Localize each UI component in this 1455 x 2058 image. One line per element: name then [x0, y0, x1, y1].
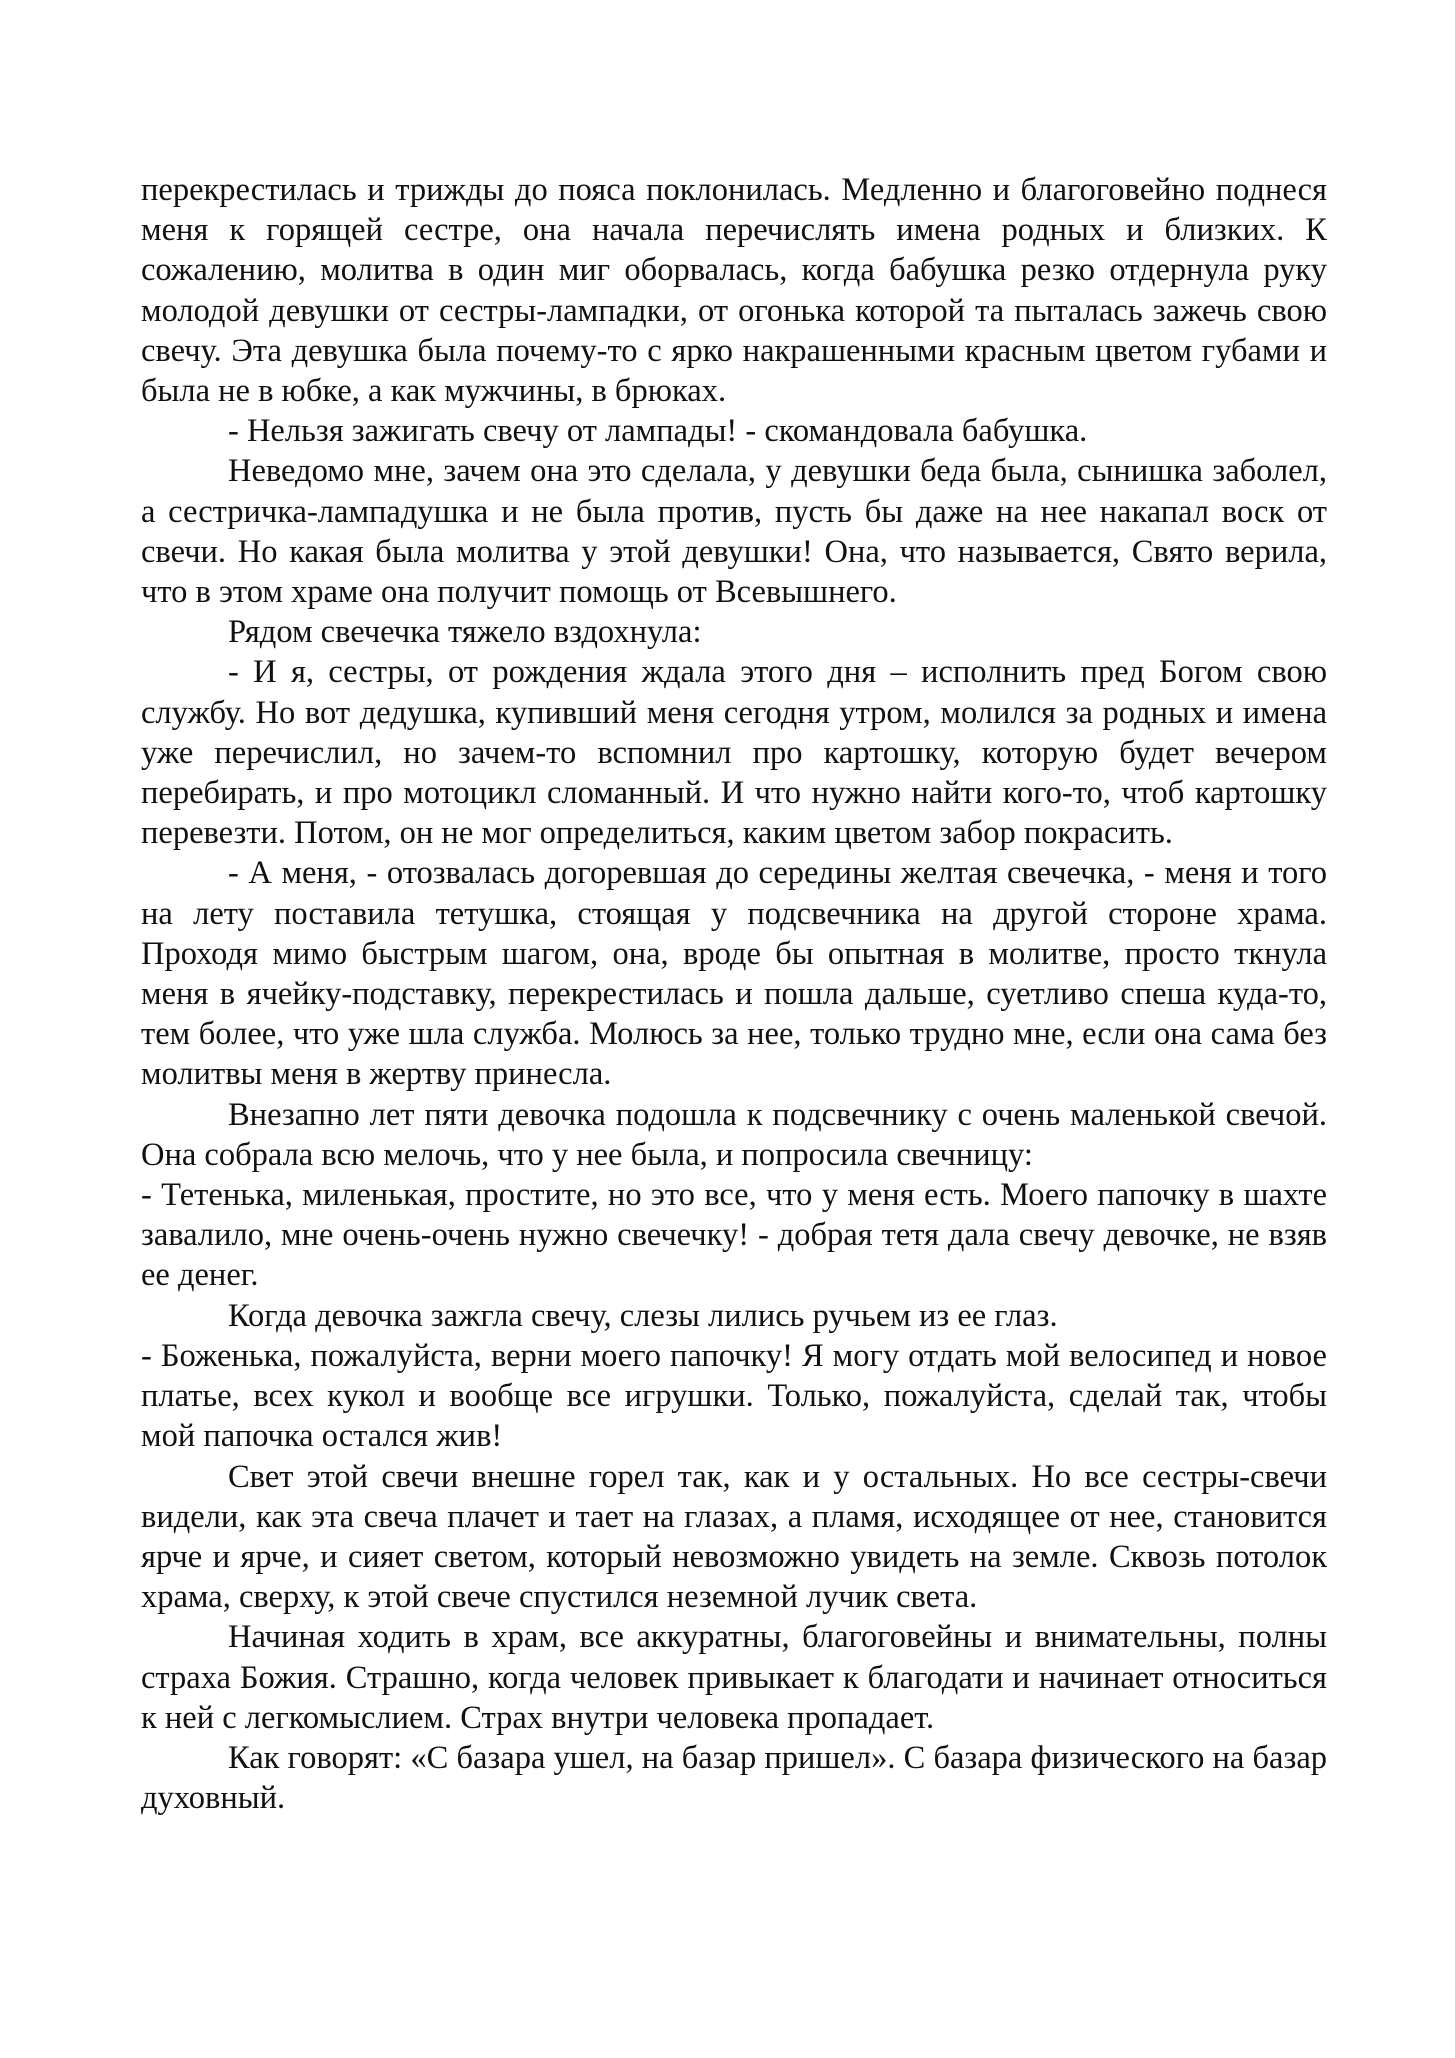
paragraph: Как говорят: «С базара ушел, на базар пришел». С базара физического на базар духовный.: [141, 1739, 1327, 1817]
paragraph: Начиная ходить в храм, все аккуратны, благоговейны и внимательны, полны страха Божия. Страшно, когда человек привыкает к благодати и начинает относиться к ней с легкомыслием. Страх внутри человека пропадает.: [141, 1619, 1327, 1736]
body-text: [141, 170, 1327, 1818]
paragraph: - А меня, - отозвалась догоревшая до середины желтая свечечка, - меня и того на лету поставила тетушка, стоящая у подсвечника на другой стороне храма. Проходя мимо быстрым шагом, она, вроде бы опытная в молитве, просто ткнула меня в ячейку-подставку, перекрестилась и пошла дальше, суетливо спеша куда-то, тем более, что уже шла служба. Молюсь за нее, только трудно мне, если она сама без молитвы меня в жертву принесла.: [141, 855, 1327, 1093]
paragraph: Внезапно лет пяти девочка подошла к подсвечнику с очень маленькой свечой. Она собрала всю мелочь, что у нее была, и попросила свечницу:: [141, 1096, 1327, 1173]
paragraph: - И я, сестры, от рождения ждала этого дня – исполнить пред Богом свою службу. Но вот дедушка, купивший меня сегодня утром, молился за родных и имена уже перечислил, но зачем-то вспомнил про картошку, которую будет вечером перебирать, и про мотоцикл сломанный. И что нужно найти кого-то, чтоб картошку перевезти. Потом, он не мог определиться, каким цветом забор покрасить.: [141, 654, 1327, 852]
paragraph: Свет этой свечи внешне горел так, как и у остальных. Но все сестры-свечи видели, как эта свеча плачет и тает на глазах, а пламя, исходящее от нее, становится ярче и ярче, и сияет светом, который невозможно увидеть на земле. Сквозь потолок храма, сверху, к этой свече спустился неземной лучик света.: [141, 1458, 1327, 1616]
paragraph: - Тетенька, миленькая, простите, но это все, что у меня есть. Моего папочку в шахте завалило, мне очень-очень нужно свечечку! - добрая тетя дала свечу девочке, не взяв ее денег.: [141, 1177, 1327, 1294]
paragraph: Рядом свечечка тяжело вздохнула:: [228, 614, 702, 651]
paragraph: Неведомо мне, зачем она это сделала, у девушки беда была, сынишка заболел, а сестричка-лампадушка и не была против, пусть бы даже на нее накапал воск от свечи. Но какая была молитва у этой девушки! Она, что называется, Свято верила, что в этом храме она получит помощь от Всевышнего.: [141, 453, 1327, 611]
paragraph: Когда девочка зажгла свечу, слезы лились ручьем из ее глаз.: [228, 1297, 1058, 1334]
paragraph: перекрестилась и трижды до пояса поклонилась. Медленно и благоговейно поднеся меня к горящей сестре, она начала перечислять имена родных и близких. К сожалению, молитва в один миг оборвалась, когда бабушка резко отдернула руку молодой девушки от сестры-лампадки, от огонька которой та пыталась зажечь свою свечу. Эта девушка была почему-то с ярко накрашенными красным цветом губами и была не в юбке, а как мужчины, в брюках.: [141, 172, 1327, 410]
paragraph: - Боженька, пожалуйста, верни моего папочку! Я могу отдать мой велосипед и новое платье, всех кукол и вообще все игрушки. Только, пожалуйста, сделай так, чтобы мой папочка остался жив!: [141, 1337, 1327, 1455]
paragraph: - Нельзя зажигать свечу от лампады! - скомандовала бабушка.: [228, 413, 1088, 450]
